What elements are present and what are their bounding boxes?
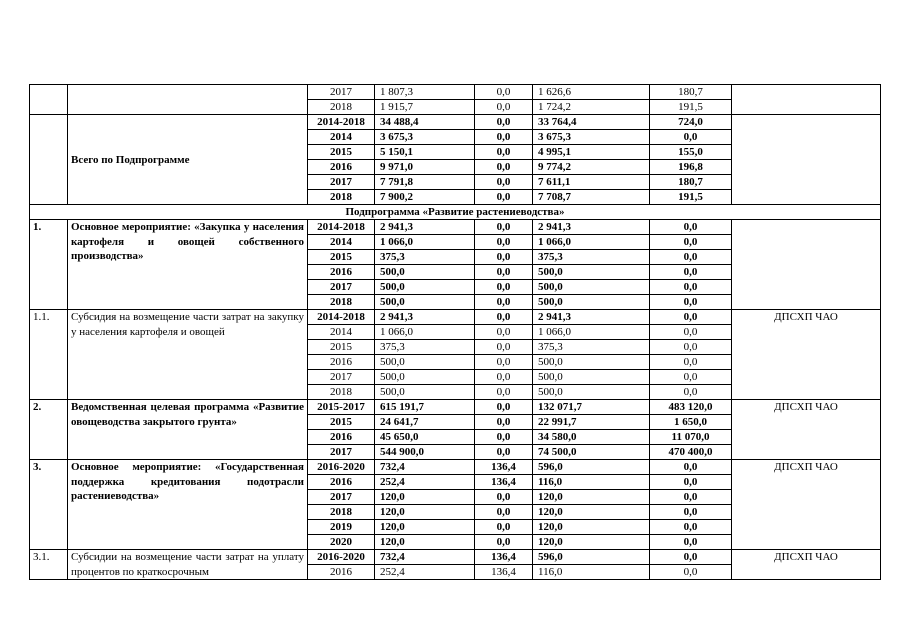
item-description: Основное мероприятие: «Государственная поддержка кредитования подотрасли растениеводства» bbox=[68, 460, 308, 550]
other-cell: 191,5 bbox=[650, 100, 732, 115]
total-cell: 7 791,8 bbox=[375, 175, 475, 190]
fed-cell: 0,0 bbox=[475, 355, 533, 370]
reg-cell: 120,0 bbox=[533, 520, 650, 535]
fed-cell: 0,0 bbox=[475, 400, 533, 415]
reg-cell: 9 774,2 bbox=[533, 160, 650, 175]
table-row bbox=[30, 115, 881, 130]
reg-cell: 116,0 bbox=[533, 565, 650, 580]
item-description: Основное мероприятие: «Закупка у населения картофеля и овощей собственного производства» bbox=[68, 220, 308, 310]
fed-cell: 0,0 bbox=[475, 415, 533, 430]
total-cell: 1 066,0 bbox=[375, 235, 475, 250]
reg-cell: 34 580,0 bbox=[533, 430, 650, 445]
fed-cell: 0,0 bbox=[475, 235, 533, 250]
year-cell: 2016-2020 bbox=[308, 550, 375, 565]
other-cell: 0,0 bbox=[650, 520, 732, 535]
fed-cell: 0,0 bbox=[475, 505, 533, 520]
fed-cell: 0,0 bbox=[475, 325, 533, 340]
item-description: Субсидии на возмещение части затрат на уплату процентов по краткосрочным bbox=[68, 550, 308, 580]
reg-cell: 120,0 bbox=[533, 505, 650, 520]
year-cell: 2016 bbox=[308, 430, 375, 445]
reg-cell: 375,3 bbox=[533, 250, 650, 265]
item-description: Ведомственная целевая программа «Развитие овощеводства закрытого грунта» bbox=[68, 400, 308, 460]
year-cell: 2018 bbox=[308, 190, 375, 205]
year-cell: 2015 bbox=[308, 340, 375, 355]
fed-cell: 0,0 bbox=[475, 85, 533, 100]
other-cell: 196,8 bbox=[650, 160, 732, 175]
year-cell: 2020 bbox=[308, 535, 375, 550]
total-cell: 120,0 bbox=[375, 535, 475, 550]
other-cell: 1 650,0 bbox=[650, 415, 732, 430]
total-cell: 7 900,2 bbox=[375, 190, 475, 205]
fed-cell: 0,0 bbox=[475, 520, 533, 535]
num-cell bbox=[30, 115, 68, 205]
table-body bbox=[30, 85, 881, 580]
fed-cell: 0,0 bbox=[475, 490, 533, 505]
other-cell: 0,0 bbox=[650, 310, 732, 325]
total-cell: 1 066,0 bbox=[375, 325, 475, 340]
year-cell: 2016 bbox=[308, 565, 375, 580]
fed-cell: 0,0 bbox=[475, 220, 533, 235]
year-cell: 2016 bbox=[308, 265, 375, 280]
other-cell: 180,7 bbox=[650, 85, 732, 100]
year-cell: 2019 bbox=[308, 520, 375, 535]
other-cell: 11 070,0 bbox=[650, 430, 732, 445]
reg-cell: 7 708,7 bbox=[533, 190, 650, 205]
fed-cell: 0,0 bbox=[475, 295, 533, 310]
total-cell: 120,0 bbox=[375, 520, 475, 535]
total-cell: 375,3 bbox=[375, 250, 475, 265]
reg-cell: 3 675,3 bbox=[533, 130, 650, 145]
total-cell: 3 675,3 bbox=[375, 130, 475, 145]
fed-cell: 0,0 bbox=[475, 445, 533, 460]
fed-cell: 0,0 bbox=[475, 310, 533, 325]
year-cell: 2016 bbox=[308, 355, 375, 370]
reg-cell: 500,0 bbox=[533, 295, 650, 310]
other-cell: 0,0 bbox=[650, 340, 732, 355]
year-cell: 2014-2018 bbox=[308, 310, 375, 325]
item-number: 1. bbox=[30, 220, 68, 310]
other-cell: 155,0 bbox=[650, 145, 732, 160]
executor-cell: ДПСХП ЧАО bbox=[732, 400, 881, 460]
other-cell: 0,0 bbox=[650, 355, 732, 370]
other-cell: 0,0 bbox=[650, 265, 732, 280]
year-cell: 2014 bbox=[308, 235, 375, 250]
item-number: 2. bbox=[30, 400, 68, 460]
other-cell: 0,0 bbox=[650, 235, 732, 250]
total-cell: 34 488,4 bbox=[375, 115, 475, 130]
fed-cell: 0,0 bbox=[475, 535, 533, 550]
fed-cell: 0,0 bbox=[475, 280, 533, 295]
other-cell: 0,0 bbox=[650, 460, 732, 475]
reg-cell: 596,0 bbox=[533, 460, 650, 475]
table-row bbox=[30, 550, 881, 565]
other-cell: 0,0 bbox=[650, 280, 732, 295]
fed-cell: 136,4 bbox=[475, 565, 533, 580]
total-cell: 24 641,7 bbox=[375, 415, 475, 430]
document-page bbox=[29, 84, 881, 580]
reg-cell: 375,3 bbox=[533, 340, 650, 355]
year-cell: 2017 bbox=[308, 85, 375, 100]
total-cell: 2 941,3 bbox=[375, 310, 475, 325]
fed-cell: 136,4 bbox=[475, 550, 533, 565]
year-cell: 2016-2020 bbox=[308, 460, 375, 475]
table-row bbox=[30, 220, 881, 235]
total-cell: 120,0 bbox=[375, 490, 475, 505]
item-description: Субсидия на возмещение части затрат на закупку у населения картофеля и овощей bbox=[68, 310, 308, 400]
year-cell: 2015-2017 bbox=[308, 400, 375, 415]
total-cell: 544 900,0 bbox=[375, 445, 475, 460]
reg-cell: 1 626,6 bbox=[533, 85, 650, 100]
total-cell: 45 650,0 bbox=[375, 430, 475, 445]
total-cell: 252,4 bbox=[375, 565, 475, 580]
other-cell: 0,0 bbox=[650, 505, 732, 520]
other-cell: 0,0 bbox=[650, 550, 732, 565]
year-cell: 2017 bbox=[308, 175, 375, 190]
year-cell: 2014-2018 bbox=[308, 220, 375, 235]
item-number: 3. bbox=[30, 460, 68, 550]
other-cell: 0,0 bbox=[650, 565, 732, 580]
other-cell: 0,0 bbox=[650, 535, 732, 550]
year-cell: 2015 bbox=[308, 415, 375, 430]
fed-cell: 0,0 bbox=[475, 370, 533, 385]
other-cell: 0,0 bbox=[650, 370, 732, 385]
reg-cell: 596,0 bbox=[533, 550, 650, 565]
reg-cell: 7 611,1 bbox=[533, 175, 650, 190]
num-cell bbox=[30, 85, 68, 115]
reg-cell: 33 764,4 bbox=[533, 115, 650, 130]
reg-cell: 22 991,7 bbox=[533, 415, 650, 430]
total-cell: 500,0 bbox=[375, 265, 475, 280]
reg-cell: 500,0 bbox=[533, 355, 650, 370]
reg-cell: 74 500,0 bbox=[533, 445, 650, 460]
section-title: Подпрограмма «Развитие растениеводства» bbox=[30, 205, 881, 220]
other-cell: 0,0 bbox=[650, 250, 732, 265]
total-cell: 500,0 bbox=[375, 370, 475, 385]
reg-cell: 1 066,0 bbox=[533, 235, 650, 250]
fed-cell: 0,0 bbox=[475, 190, 533, 205]
year-cell: 2014 bbox=[308, 130, 375, 145]
fed-cell: 0,0 bbox=[475, 130, 533, 145]
total-cell: 1 807,3 bbox=[375, 85, 475, 100]
fed-cell: 0,0 bbox=[475, 175, 533, 190]
executor-cell: ДПСХП ЧАО bbox=[732, 460, 881, 550]
total-cell: 375,3 bbox=[375, 340, 475, 355]
fed-cell: 0,0 bbox=[475, 385, 533, 400]
executor-cell: ДПСХП ЧАО bbox=[732, 550, 881, 580]
reg-cell: 1 724,2 bbox=[533, 100, 650, 115]
reg-cell: 120,0 bbox=[533, 535, 650, 550]
year-cell: 2018 bbox=[308, 385, 375, 400]
reg-cell: 500,0 bbox=[533, 265, 650, 280]
other-cell: 0,0 bbox=[650, 475, 732, 490]
section-row bbox=[30, 205, 881, 220]
total-cell: 5 150,1 bbox=[375, 145, 475, 160]
fed-cell: 0,0 bbox=[475, 265, 533, 280]
total-cell: 252,4 bbox=[375, 475, 475, 490]
reg-cell: 120,0 bbox=[533, 490, 650, 505]
reg-cell: 132 071,7 bbox=[533, 400, 650, 415]
total-cell: 120,0 bbox=[375, 505, 475, 520]
year-cell: 2018 bbox=[308, 295, 375, 310]
total-cell: 500,0 bbox=[375, 355, 475, 370]
reg-cell: 116,0 bbox=[533, 475, 650, 490]
total-cell: 500,0 bbox=[375, 280, 475, 295]
fed-cell: 0,0 bbox=[475, 160, 533, 175]
total-cell: 500,0 bbox=[375, 385, 475, 400]
other-cell: 191,5 bbox=[650, 190, 732, 205]
budget-table bbox=[29, 84, 881, 580]
year-cell: 2017 bbox=[308, 445, 375, 460]
total-cell: 500,0 bbox=[375, 295, 475, 310]
reg-cell: 500,0 bbox=[533, 385, 650, 400]
year-cell: 2014-2018 bbox=[308, 115, 375, 130]
executor-cell: ДПСХП ЧАО bbox=[732, 310, 881, 400]
year-cell: 2015 bbox=[308, 145, 375, 160]
fed-cell: 0,0 bbox=[475, 250, 533, 265]
other-cell: 0,0 bbox=[650, 220, 732, 235]
total-cell: 9 971,0 bbox=[375, 160, 475, 175]
year-cell: 2017 bbox=[308, 370, 375, 385]
other-cell: 470 400,0 bbox=[650, 445, 732, 460]
fed-cell: 136,4 bbox=[475, 460, 533, 475]
year-cell: 2017 bbox=[308, 490, 375, 505]
desc-cell bbox=[68, 85, 308, 115]
table-row bbox=[30, 310, 881, 325]
total-cell: 1 915,7 bbox=[375, 100, 475, 115]
year-cell: 2015 bbox=[308, 250, 375, 265]
fed-cell: 0,0 bbox=[475, 100, 533, 115]
fed-cell: 0,0 bbox=[475, 115, 533, 130]
exec-cell bbox=[732, 85, 881, 115]
fed-cell: 0,0 bbox=[475, 145, 533, 160]
reg-cell: 500,0 bbox=[533, 280, 650, 295]
total-cell: 732,4 bbox=[375, 550, 475, 565]
other-cell: 0,0 bbox=[650, 490, 732, 505]
total-cell: 2 941,3 bbox=[375, 220, 475, 235]
reg-cell: 500,0 bbox=[533, 370, 650, 385]
reg-cell: 2 941,3 bbox=[533, 220, 650, 235]
executor-cell bbox=[732, 220, 881, 310]
year-cell: 2018 bbox=[308, 100, 375, 115]
year-cell: 2016 bbox=[308, 475, 375, 490]
reg-cell: 2 941,3 bbox=[533, 310, 650, 325]
exec-cell bbox=[732, 115, 881, 205]
reg-cell: 1 066,0 bbox=[533, 325, 650, 340]
total-cell: 732,4 bbox=[375, 460, 475, 475]
reg-cell: 4 995,1 bbox=[533, 145, 650, 160]
other-cell: 0,0 bbox=[650, 385, 732, 400]
other-cell: 0,0 bbox=[650, 295, 732, 310]
year-cell: 2017 bbox=[308, 280, 375, 295]
table-row bbox=[30, 400, 881, 415]
total-cell: 615 191,7 bbox=[375, 400, 475, 415]
other-cell: 180,7 bbox=[650, 175, 732, 190]
table-row bbox=[30, 460, 881, 475]
year-cell: 2014 bbox=[308, 325, 375, 340]
other-cell: 724,0 bbox=[650, 115, 732, 130]
fed-cell: 136,4 bbox=[475, 475, 533, 490]
year-cell: 2018 bbox=[308, 505, 375, 520]
other-cell: 483 120,0 bbox=[650, 400, 732, 415]
item-number: 3.1. bbox=[30, 550, 68, 580]
other-cell: 0,0 bbox=[650, 130, 732, 145]
subprogram-total-label: Всего по Подпрограмме bbox=[68, 115, 308, 205]
other-cell: 0,0 bbox=[650, 325, 732, 340]
fed-cell: 0,0 bbox=[475, 340, 533, 355]
table-row bbox=[30, 85, 881, 100]
fed-cell: 0,0 bbox=[475, 430, 533, 445]
item-number: 1.1. bbox=[30, 310, 68, 400]
year-cell: 2016 bbox=[308, 160, 375, 175]
